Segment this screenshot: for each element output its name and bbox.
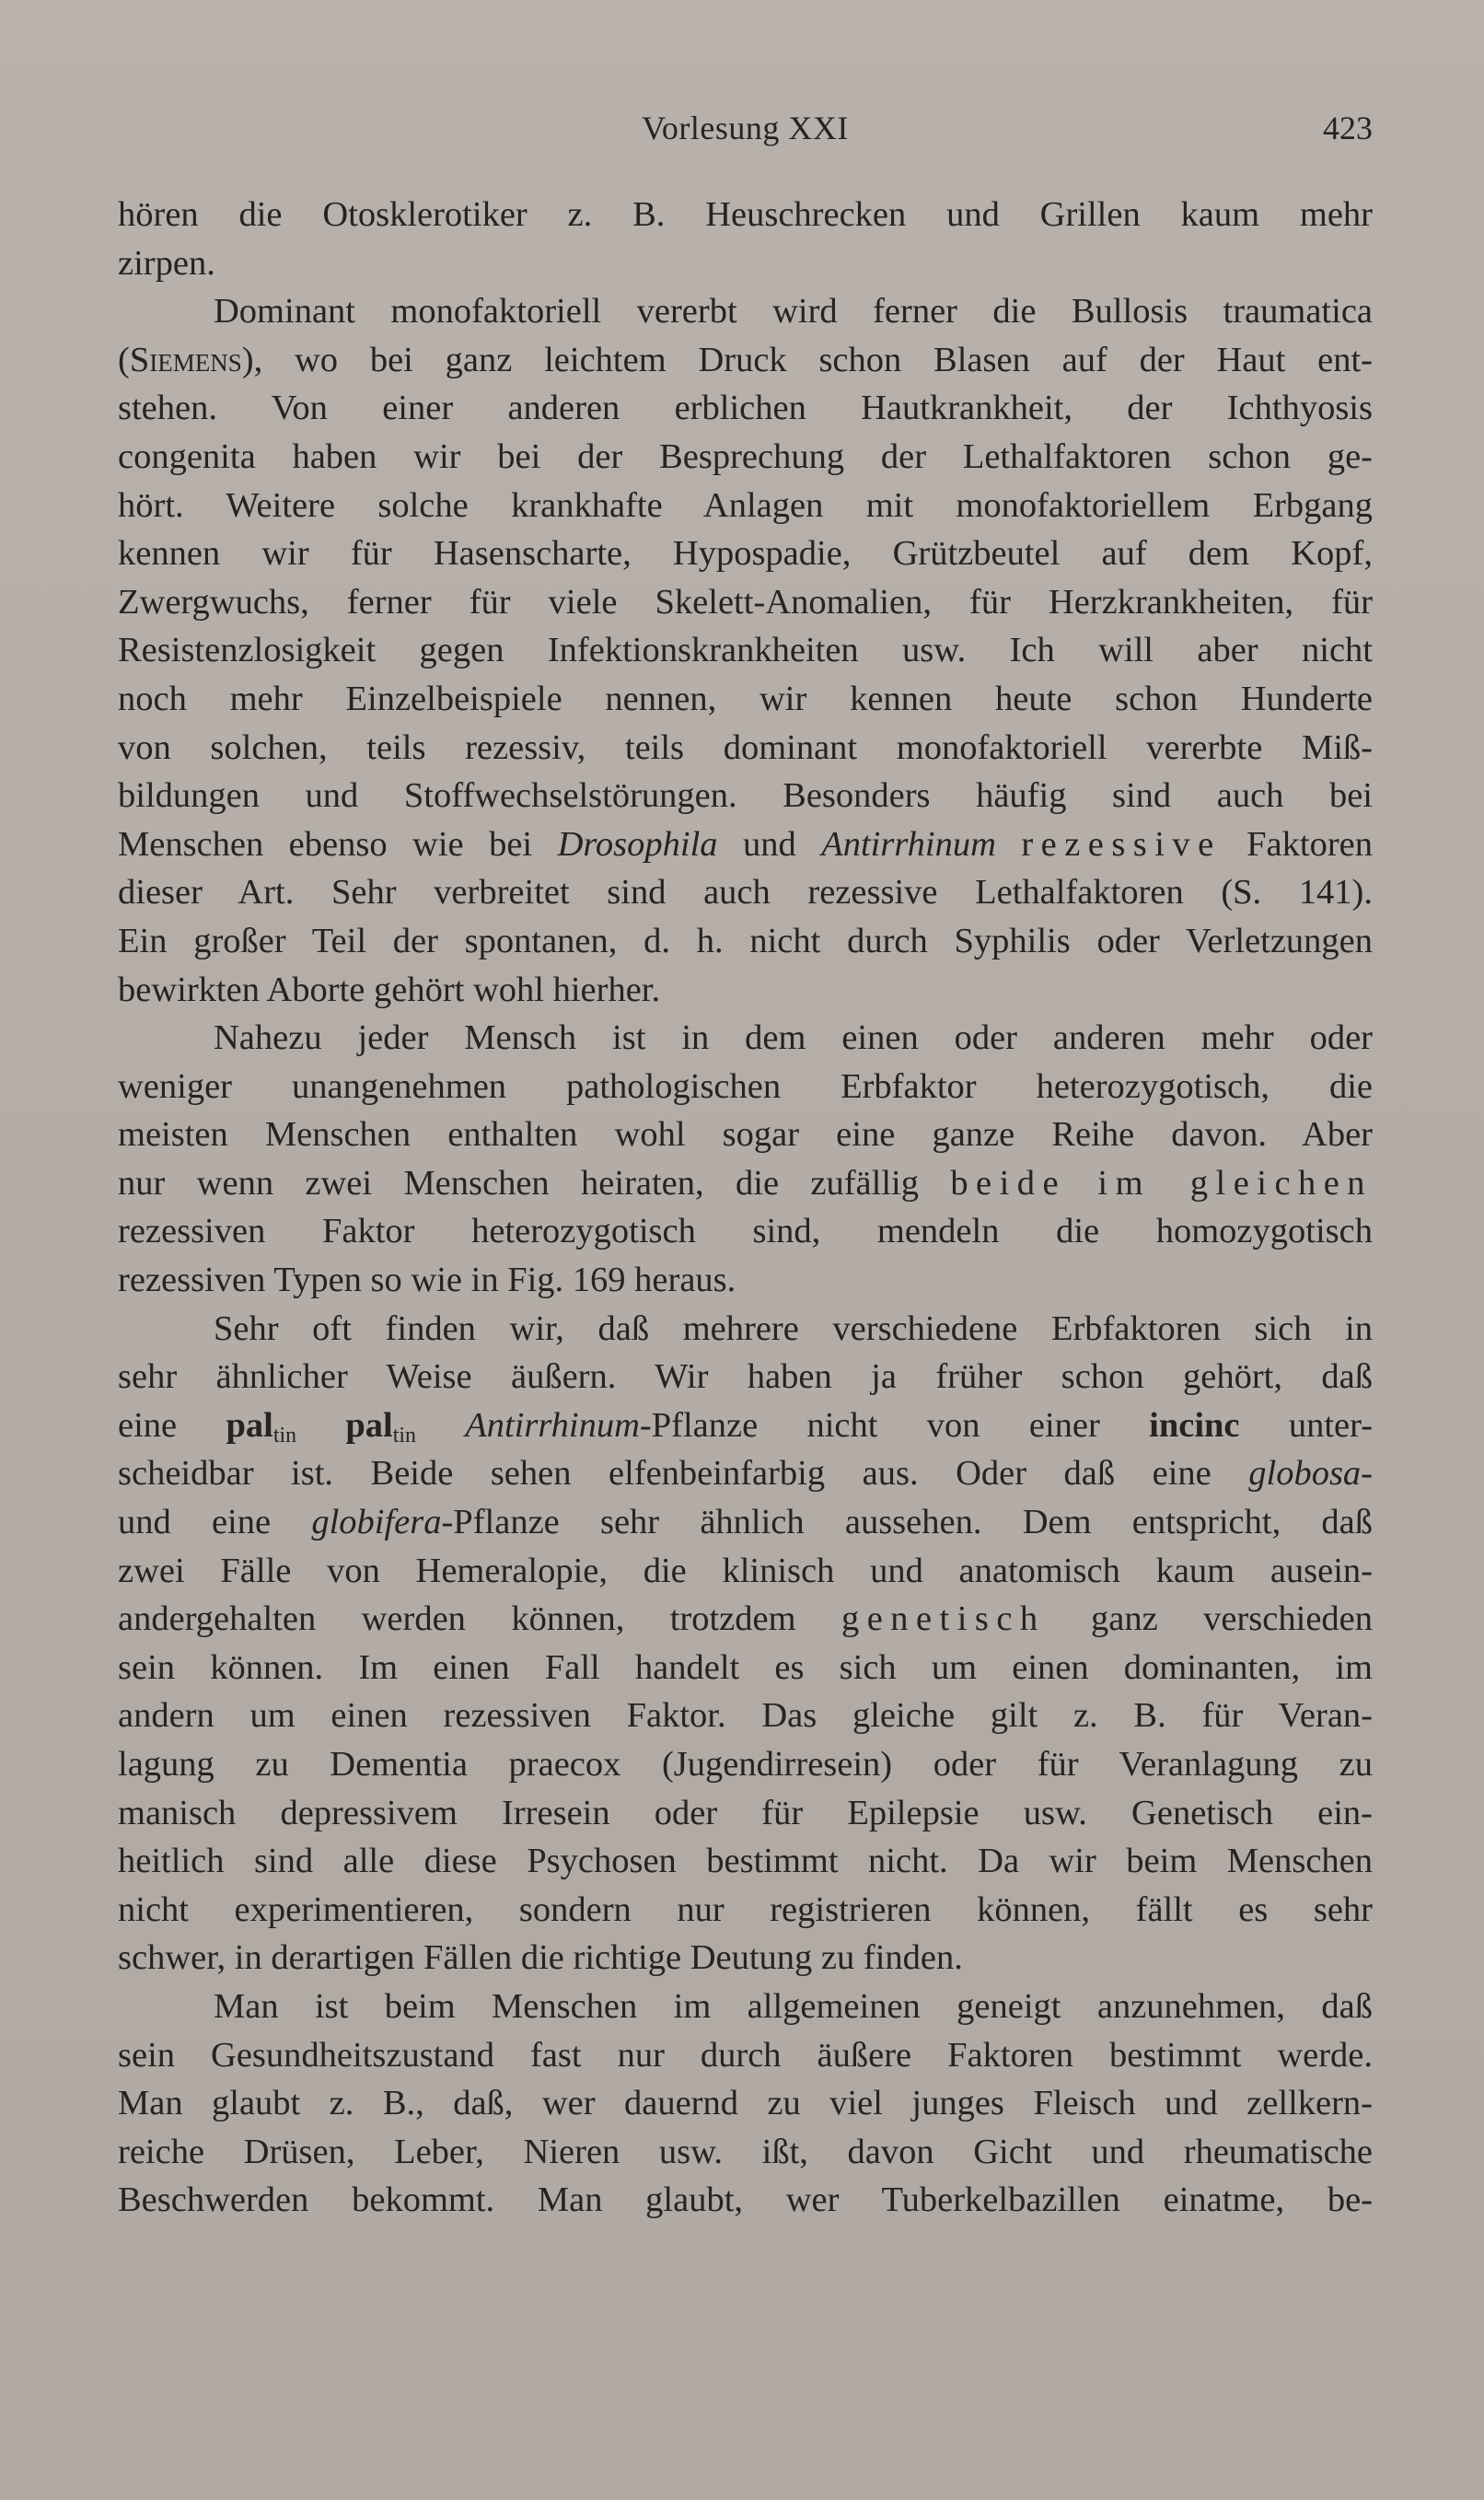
text-line: schwer, in derartigen Fällen die richtige Deutung zu finden. (118, 1938, 963, 1978)
text-line (118, 1449, 1373, 1498)
species-name: Antirrhinum (821, 824, 996, 864)
text-line: Man ist beim Menschen im allgemeinen geneigt anzunehmen, daß (214, 1986, 1373, 2026)
gene-symbol: pal (345, 1405, 393, 1445)
species-name: Drosophila (557, 824, 718, 864)
text-line: meisten Menschen enthalten wohl sogar eine ganze Reihe davon. Aber (118, 1115, 1373, 1155)
text-fragment: andergehalten werden können, trotzdem (118, 1599, 841, 1639)
text-line: sein können. Im einen Fall handelt es sich um einen dominanten, im (118, 1647, 1373, 1687)
text-fragment (416, 1406, 465, 1445)
text-fragment: Faktoren (1221, 824, 1373, 864)
emphasis-spaced: beide (950, 1163, 1067, 1203)
text-line: bildungen und Stoffwechselstörungen. Besonders häufig sind auch bei (118, 776, 1373, 816)
text-fragment: scheidbar ist. Beide sehen elfenbeinfarbig aus. Oder daß eine (118, 1454, 1249, 1494)
text-line (118, 1595, 1373, 1644)
text-line: rezessiven Faktor heterozygotisch sind, mendeln die homozygotisch (118, 1212, 1373, 1251)
text-fragment: -Pflanze nicht von einer (639, 1405, 1150, 1445)
gene-subscript: tin (272, 1423, 296, 1448)
gene-symbol: pal (226, 1405, 273, 1445)
text-line: sehr ähnlicher Weise äußern. Wir haben ja früher schon gehört, daß (118, 1357, 1373, 1397)
text-line: zirpen. (118, 243, 215, 283)
text-line: nicht experimentieren, sondern nur registrieren können, fällt es sehr (118, 1890, 1373, 1929)
gene-subscript: tin (392, 1423, 416, 1448)
text-fragment (1066, 1164, 1097, 1203)
text-line: andern um einen rezessiven Faktor. Das gleiche gilt z. B. für Veran- (118, 1696, 1373, 1736)
text-fragment: unter- (1239, 1405, 1374, 1445)
text-line: Ein großer Teil der spontanen, d. h. nicht durch Syphilis oder Verletzungen (118, 921, 1373, 960)
text-line: hören die Otosklerotiker z. B. Heuschrecken und Grillen kaum mehr (118, 195, 1373, 234)
page-number: 423 (1323, 110, 1373, 146)
text-line: Man glaubt z. B., daß, wer dauernd zu viel junges Fleisch und zellkern- (118, 2084, 1373, 2123)
emphasis-spaced: rezessive (1021, 824, 1222, 864)
author-name: Siemens (129, 340, 242, 379)
text-line (118, 1159, 1373, 1208)
text-line: Dominant monofaktoriell vererbt wird ferner die Bullosis traumatica (214, 292, 1373, 331)
text-line: Resistenzlosigkeit gegen Infektionskrankheiten usw. Ich will aber nicht (118, 631, 1373, 670)
text-line: bewirkten Aborte gehört wohl hierher. (118, 970, 661, 1009)
text-line: kennen wir für Hasenscharte, Hypospadie, Grützbeutel auf dem Kopf, (118, 534, 1373, 574)
text-fragment: eine (118, 1405, 226, 1445)
text-line: congenita haben wir bei der Besprechung der Lethalfaktoren schon ge- (118, 436, 1373, 476)
text-fragment: -Pflanze sehr ähnlich aussehen. Dem entspricht, daß (441, 1503, 1373, 1542)
species-name: globifera (311, 1503, 442, 1542)
species-name: globosa- (1248, 1454, 1373, 1494)
text-line: sein Gesundheitszustand fast nur durch äußere Faktoren bestimmt werde. (118, 2035, 1373, 2075)
text-line: zwei Fälle von Hemeralopie, die klinisch und anatomisch kaum ausein- (118, 1551, 1373, 1590)
text-line: noch mehr Einzelbeispiele nennen, wir kennen heute schon Hunderte (118, 679, 1373, 718)
text-line: Nahezu jeder Mensch ist in dem einen oder anderen mehr oder (214, 1018, 1373, 1058)
text-line: stehen. Von einer anderen erblichen Hautkrankheit, der Ichthyosis (118, 389, 1373, 428)
text-line (118, 1498, 1373, 1547)
running-title: Vorlesung XXI (642, 110, 849, 146)
text-line: von solchen, teils rezessiv, teils dominant monofaktoriell vererbte Miß- (118, 727, 1373, 767)
text-line (118, 1401, 1373, 1450)
text-fragment: ), wo bei ganz leichtem Druck schon Blasen auf der Haut ent- (241, 340, 1373, 379)
text-fragment: ganz verschieden (1045, 1599, 1373, 1639)
text-line: manisch depressivem Irresein oder für Epilepsie usw. Genetisch ein- (118, 1793, 1373, 1832)
text-line (118, 336, 1373, 385)
text-fragment (996, 825, 1021, 864)
text-line: Sehr oft finden wir, daß mehrere verschiedene Erbfaktoren sich in (214, 1308, 1373, 1348)
emphasis-spaced: genetisch (841, 1599, 1046, 1639)
species-name: Antirrhinum (465, 1405, 640, 1445)
text-fragment: und eine (118, 1503, 312, 1542)
text-line: dieser Art. Sehr verbreitet sind auch rezessive Lethalfaktoren (S. 141). (118, 873, 1373, 913)
text-fragment: Menschen ebenso wie bei (118, 824, 558, 864)
text-line: reiche Drüsen, Leber, Nieren usw. ißt, davon Gicht und rheumatische (118, 2132, 1373, 2171)
gene-symbol: incinc (1149, 1405, 1240, 1445)
running-header (118, 109, 1373, 155)
text-fragment (296, 1406, 345, 1445)
emphasis-spaced: im gleichen (1097, 1163, 1373, 1203)
text-line: heitlich sind alle diese Psychosen bestimmt nicht. Da wir beim Menschen (118, 1842, 1373, 1881)
text-line: Zwergwuchs, ferner für viele Skelett-Anomalien, für Herzkrankheiten, für (118, 582, 1373, 622)
text-line: hört. Weitere solche krankhafte Anlagen mit monofaktoriellem Erbgang (118, 485, 1373, 525)
text-fragment: und (717, 824, 822, 864)
text-line: weniger unangenehmen pathologischen Erbfaktor heterozygotisch, die (118, 1066, 1373, 1106)
body-text (118, 191, 1373, 2225)
text-line: rezessiven Typen so wie in Fig. 169 heraus. (118, 1261, 736, 1300)
text-line: lagung zu Dementia praecox (Jugendirresein) oder für Veranlagung zu (118, 1745, 1373, 1784)
text-line (118, 820, 1373, 869)
text-fragment: nur wenn zwei Menschen heiraten, die zufällig (118, 1163, 951, 1203)
text-line: Beschwerden bekommt. Man glaubt, wer Tuberkelbazillen einatme, be- (118, 2180, 1373, 2220)
text-fragment: ( (118, 340, 130, 379)
